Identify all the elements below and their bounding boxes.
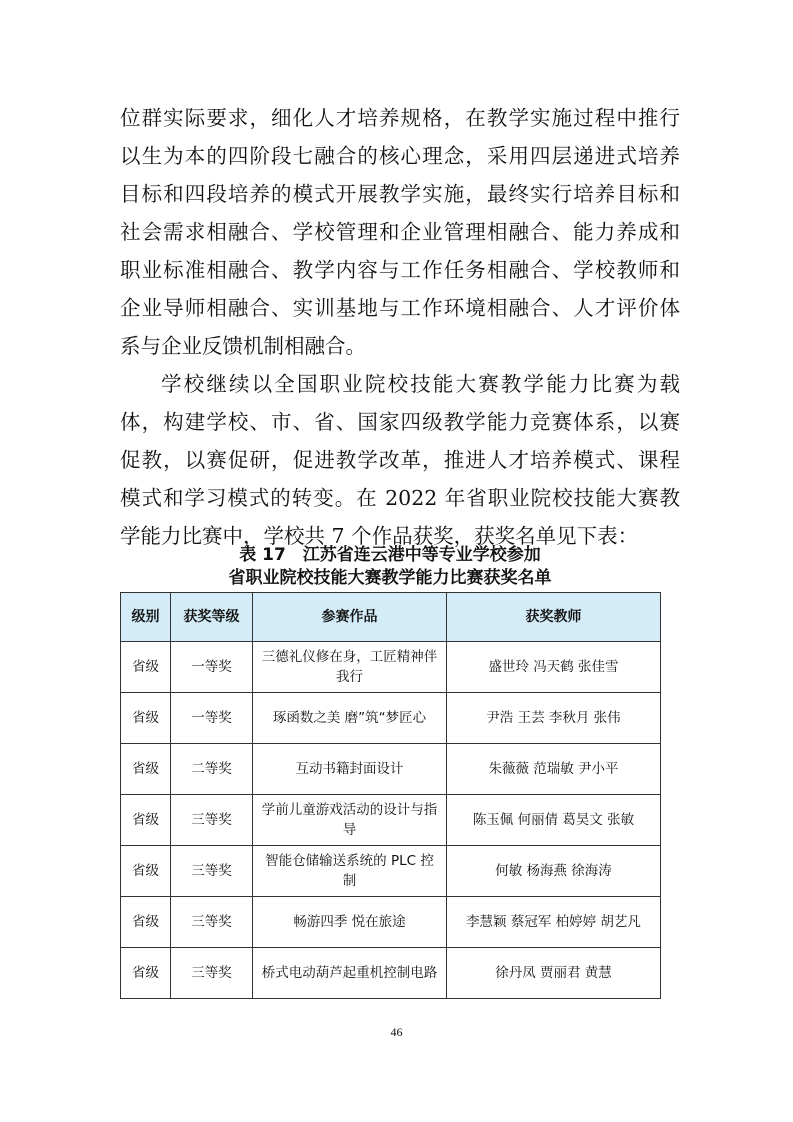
cell-teachers: 盛世玲 冯天鹤 张佳雪 bbox=[447, 642, 661, 693]
cell-teachers: 尹浩 王芸 李秋月 张伟 bbox=[447, 693, 661, 744]
paragraph-line: 学校继续以全国职业院校技能大赛教学能力比赛为载 bbox=[161, 372, 680, 396]
cell-level: 省级 bbox=[121, 846, 171, 897]
paragraph-line: 职业标准相融合、教学内容与工作任务相融合、学校教师和 bbox=[120, 258, 680, 282]
cell-entry: 畅游四季 悦在旅途 bbox=[253, 897, 447, 948]
paragraph-line: 体，构建学校、市、省、国家四级教学能力竞赛体系，以赛 bbox=[120, 410, 680, 434]
cell-entry: 智能仓储输送系统的 PLC 控制 bbox=[253, 846, 447, 897]
cell-level: 省级 bbox=[121, 693, 171, 744]
cell-level: 省级 bbox=[121, 897, 171, 948]
cell-award-grade: 三等奖 bbox=[171, 897, 253, 948]
cell-level: 省级 bbox=[121, 744, 171, 795]
paragraph-line: 促教，以赛促研，促进教学改革，推进人才培养模式、课程 bbox=[120, 448, 680, 472]
paragraph-line: 学能力比赛中，学校共 7 个作品获奖，获奖名单见下表： bbox=[120, 524, 639, 548]
paragraph-2 bbox=[120, 365, 680, 555]
paragraph-line: 模式和学习模式的转变。在 2022 年省职业院校技能大赛教 bbox=[120, 486, 680, 510]
cell-entry: 学前儿童游戏活动的设计与指导 bbox=[253, 795, 447, 846]
header-award-grade: 获奖等级 bbox=[171, 593, 253, 642]
cell-award-grade: 三等奖 bbox=[171, 846, 253, 897]
cell-award-grade: 三等奖 bbox=[171, 948, 253, 999]
cell-entry: 桥式电动葫芦起重机控制电路 bbox=[253, 948, 447, 999]
table-row bbox=[121, 897, 661, 948]
cell-award-grade: 三等奖 bbox=[171, 795, 253, 846]
table-caption-line-1: 表 17 江苏省连云港中等专业学校参加 bbox=[239, 545, 541, 565]
table-row bbox=[121, 846, 661, 897]
cell-level: 省级 bbox=[121, 642, 171, 693]
cell-level: 省级 bbox=[121, 795, 171, 846]
cell-award-grade: 一等奖 bbox=[171, 693, 253, 744]
cell-entry: 琢函数之美 磨”筑“梦匠心 bbox=[253, 693, 447, 744]
cell-entry: 互动书籍封面设计 bbox=[253, 744, 447, 795]
cell-entry: 三德礼仪修在身，工匠精神伴我行 bbox=[253, 642, 447, 693]
awards-table bbox=[120, 592, 661, 999]
table-row bbox=[121, 744, 661, 795]
cell-award-grade: 二等奖 bbox=[171, 744, 253, 795]
table-header-row bbox=[121, 593, 661, 642]
page-number: 46 bbox=[390, 1025, 403, 1039]
table-row bbox=[121, 693, 661, 744]
paragraph-line: 企业导师相融合、实训基地与工作环境相融合、人才评价体 bbox=[120, 296, 680, 320]
paragraph-line: 系与企业反馈机制相融合。 bbox=[120, 334, 366, 358]
header-level: 级别 bbox=[121, 593, 171, 642]
table-row bbox=[121, 948, 661, 999]
cell-teachers: 徐丹凤 贾丽君 黄慧 bbox=[447, 948, 661, 999]
header-teachers: 获奖教师 bbox=[447, 593, 661, 642]
cell-award-grade: 一等奖 bbox=[171, 642, 253, 693]
paragraph-line: 位群实际要求，细化人才培养规格，在教学实施过程中推行 bbox=[120, 106, 680, 130]
table-caption-line-2: 省职业院校技能大赛教学能力比赛获奖名单 bbox=[228, 568, 552, 588]
paragraph-line: 社会需求相融合、学校管理和企业管理相融合、能力养成和 bbox=[120, 220, 680, 244]
header-entry: 参赛作品 bbox=[253, 593, 447, 642]
paragraph-1 bbox=[120, 99, 680, 365]
table-row bbox=[121, 795, 661, 846]
cell-teachers: 陈玉佩 何丽倩 葛昊文 张敏 bbox=[447, 795, 661, 846]
cell-level: 省级 bbox=[121, 948, 171, 999]
cell-teachers: 朱薇薇 范瑞敏 尹小平 bbox=[447, 744, 661, 795]
cell-teachers: 李慧颖 蔡冠军 柏婷婷 胡艺凡 bbox=[447, 897, 661, 948]
cell-teachers: 何敏 杨海燕 徐海涛 bbox=[447, 846, 661, 897]
paragraph-line: 目标和四段培养的模式开展教学实施，最终实行培养目标和 bbox=[120, 182, 680, 206]
table-row bbox=[121, 642, 661, 693]
paragraph-line: 以生为本的四阶段七融合的核心理念，采用四层递进式培养 bbox=[120, 144, 680, 168]
